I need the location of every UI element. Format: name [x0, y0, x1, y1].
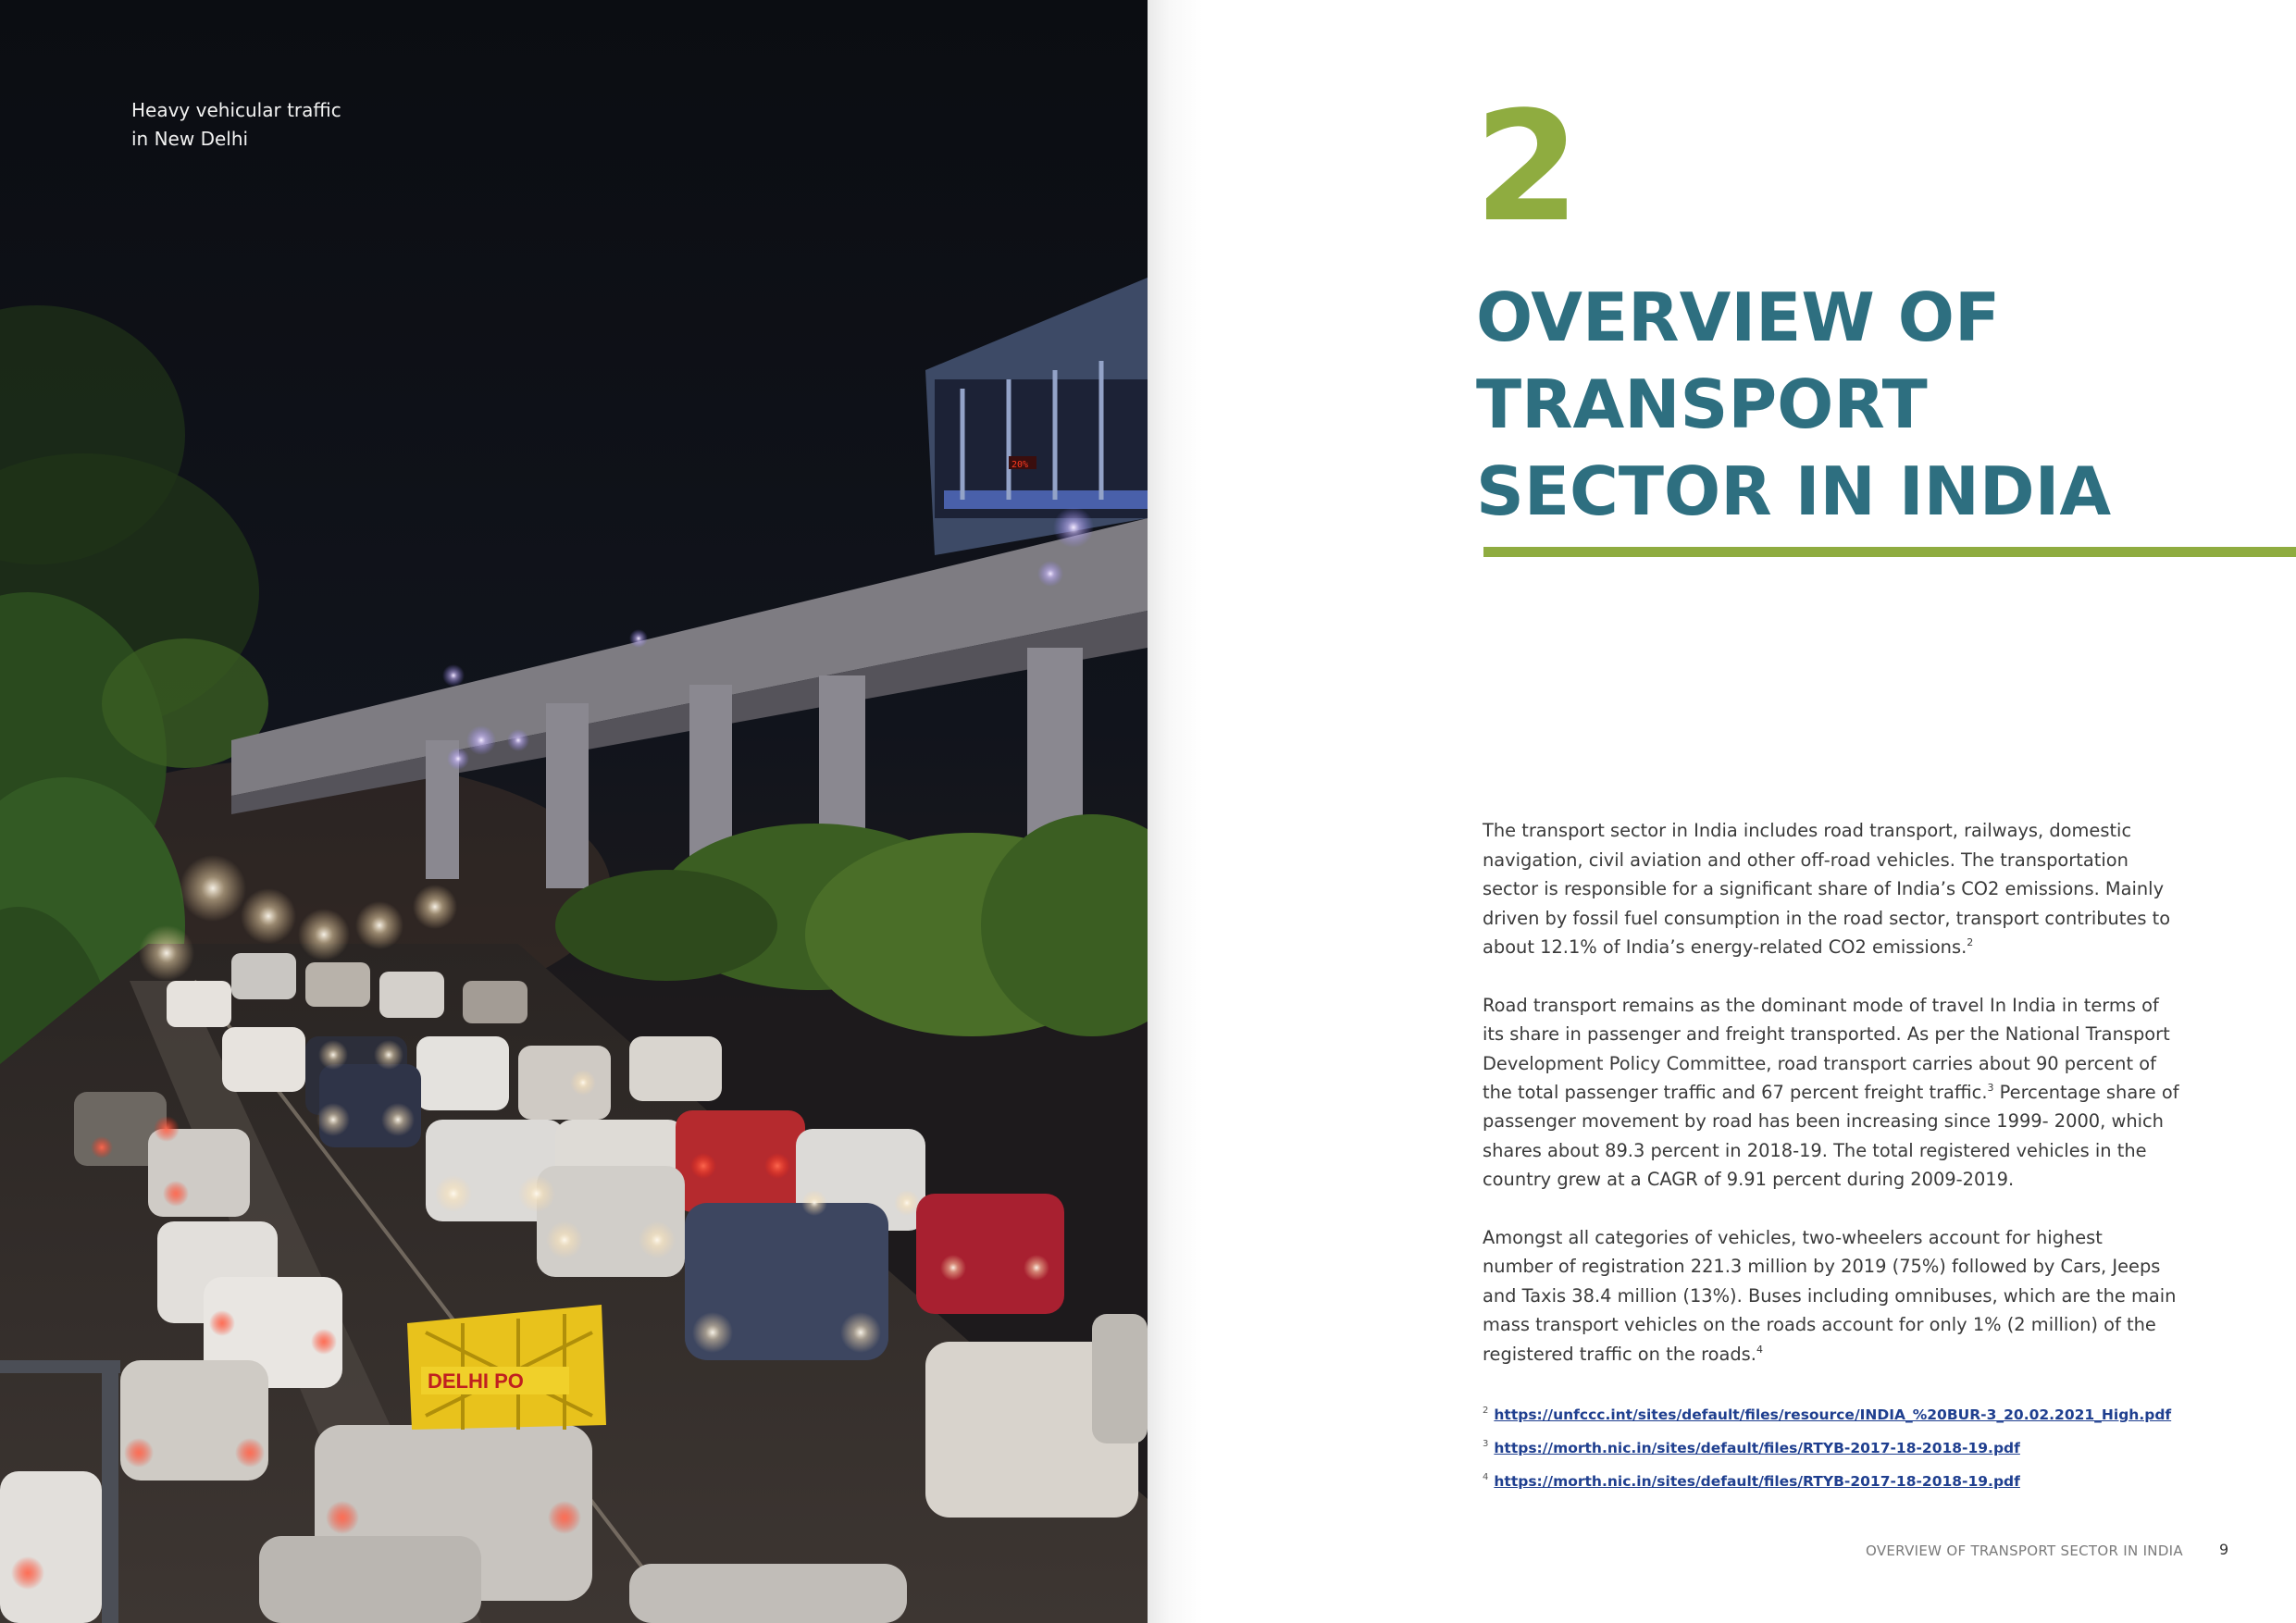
running-footer: OVERVIEW OF TRANSPORT SECTOR IN INDIA [1866, 1542, 2183, 1559]
caption-line: Heavy vehicular traffic [131, 99, 341, 121]
text-line: country grew at a CAGR of 9.91 percent during 2009-2019. [1483, 1169, 2015, 1191]
text-span: about 12.1% of India’s energy-related CO2 emissions. [1483, 936, 1967, 959]
lamp-post [102, 1369, 118, 1623]
footnote-number: 4 [1483, 1472, 1489, 1482]
text-line [1483, 933, 2204, 961]
footnote-number: 2 [1483, 1406, 1489, 1416]
title-rule [1483, 547, 2296, 557]
text-span: the total passenger traffic and 67 percent freight traffic. [1483, 1082, 1988, 1104]
text-span: registered traffic on the roads. [1483, 1343, 1756, 1365]
footnote-ref: 2 [1967, 936, 1974, 949]
footnote-link[interactable]: https://unfccc.int/sites/default/files/resource/INDIA_%20BUR-3_20.02.2021_High.pdf [1494, 1406, 2172, 1423]
footnotes [1483, 1396, 2241, 1496]
text-line: navigation, civil aviation and other off-road vehicles. The transportation [1483, 849, 2128, 871]
chapter-title-line: TRANSPORT [1476, 365, 1928, 443]
text-line: passenger movement by road has been increasing since 1999- 2000, which [1483, 1110, 2164, 1133]
chapter-title [1476, 274, 2272, 535]
text-line [1483, 1078, 2204, 1107]
photo-caption [131, 96, 341, 154]
chapter-title-line: OVERVIEW OF [1476, 279, 2001, 356]
text-line: Road transport remains as the dominant mode of travel In India in terms of [1483, 994, 2159, 1016]
text-line: and Taxis 38.4 million (13%). Buses including omnibuses, which are the main [1483, 1284, 2177, 1307]
text-span: Percentage share of [1993, 1082, 2179, 1104]
text-line: number of registration 221.3 million by 2019 (75%) followed by Cars, Jeeps [1483, 1256, 2161, 1278]
footnote-link[interactable]: https://morth.nic.in/sites/default/files/RTYB-2017-18-2018-19.pdf [1494, 1473, 2020, 1490]
barrier-text: DELHI PO [428, 1369, 524, 1393]
police-barrier [407, 1305, 606, 1430]
body-text [1483, 787, 2204, 1397]
footnote-item [1483, 1430, 2241, 1463]
text-line: shares about 89.3 percent in 2018-19. The total registered vehicles in the [1483, 1139, 2147, 1161]
text-line: driven by fossil fuel consumption in the road sector, transport contributes to [1483, 907, 2171, 929]
chapter-number: 2 [1474, 79, 1577, 255]
text-line: mass transport vehicles on the roads account for only 1% (2 million) of the [1483, 1314, 2156, 1336]
text-line: Development Policy Committee, road transport carries about 90 percent of [1483, 1052, 2156, 1074]
footnote-link[interactable]: https://morth.nic.in/sites/default/files/RTYB-2017-18-2018-19.pdf [1494, 1440, 2020, 1456]
footnote-item [1483, 1463, 2241, 1496]
chapter-title-line: SECTOR IN INDIA [1476, 452, 2112, 530]
text-line: sector is responsible for a significant share of India’s CO2 emissions. Mainly [1483, 878, 2165, 900]
station-display: 20% [1011, 460, 1029, 470]
text-page [1148, 0, 2296, 1623]
caption-line: in New Delhi [131, 128, 249, 150]
page-number: 9 [2219, 1541, 2229, 1558]
footnote-ref: 4 [1756, 1343, 1763, 1356]
text-line: its share in passenger and freight transported. As per the National Transport [1483, 1023, 2170, 1046]
footnote-item [1483, 1396, 2241, 1430]
text-line [1483, 1340, 2204, 1369]
text-line: The transport sector in India includes road transport, railways, domestic [1483, 820, 2132, 842]
footnote-number: 3 [1483, 1439, 1489, 1449]
footnote-ref: 3 [1987, 1082, 1994, 1095]
text-line: Amongst all categories of vehicles, two-wheelers account for highest [1483, 1227, 2103, 1249]
